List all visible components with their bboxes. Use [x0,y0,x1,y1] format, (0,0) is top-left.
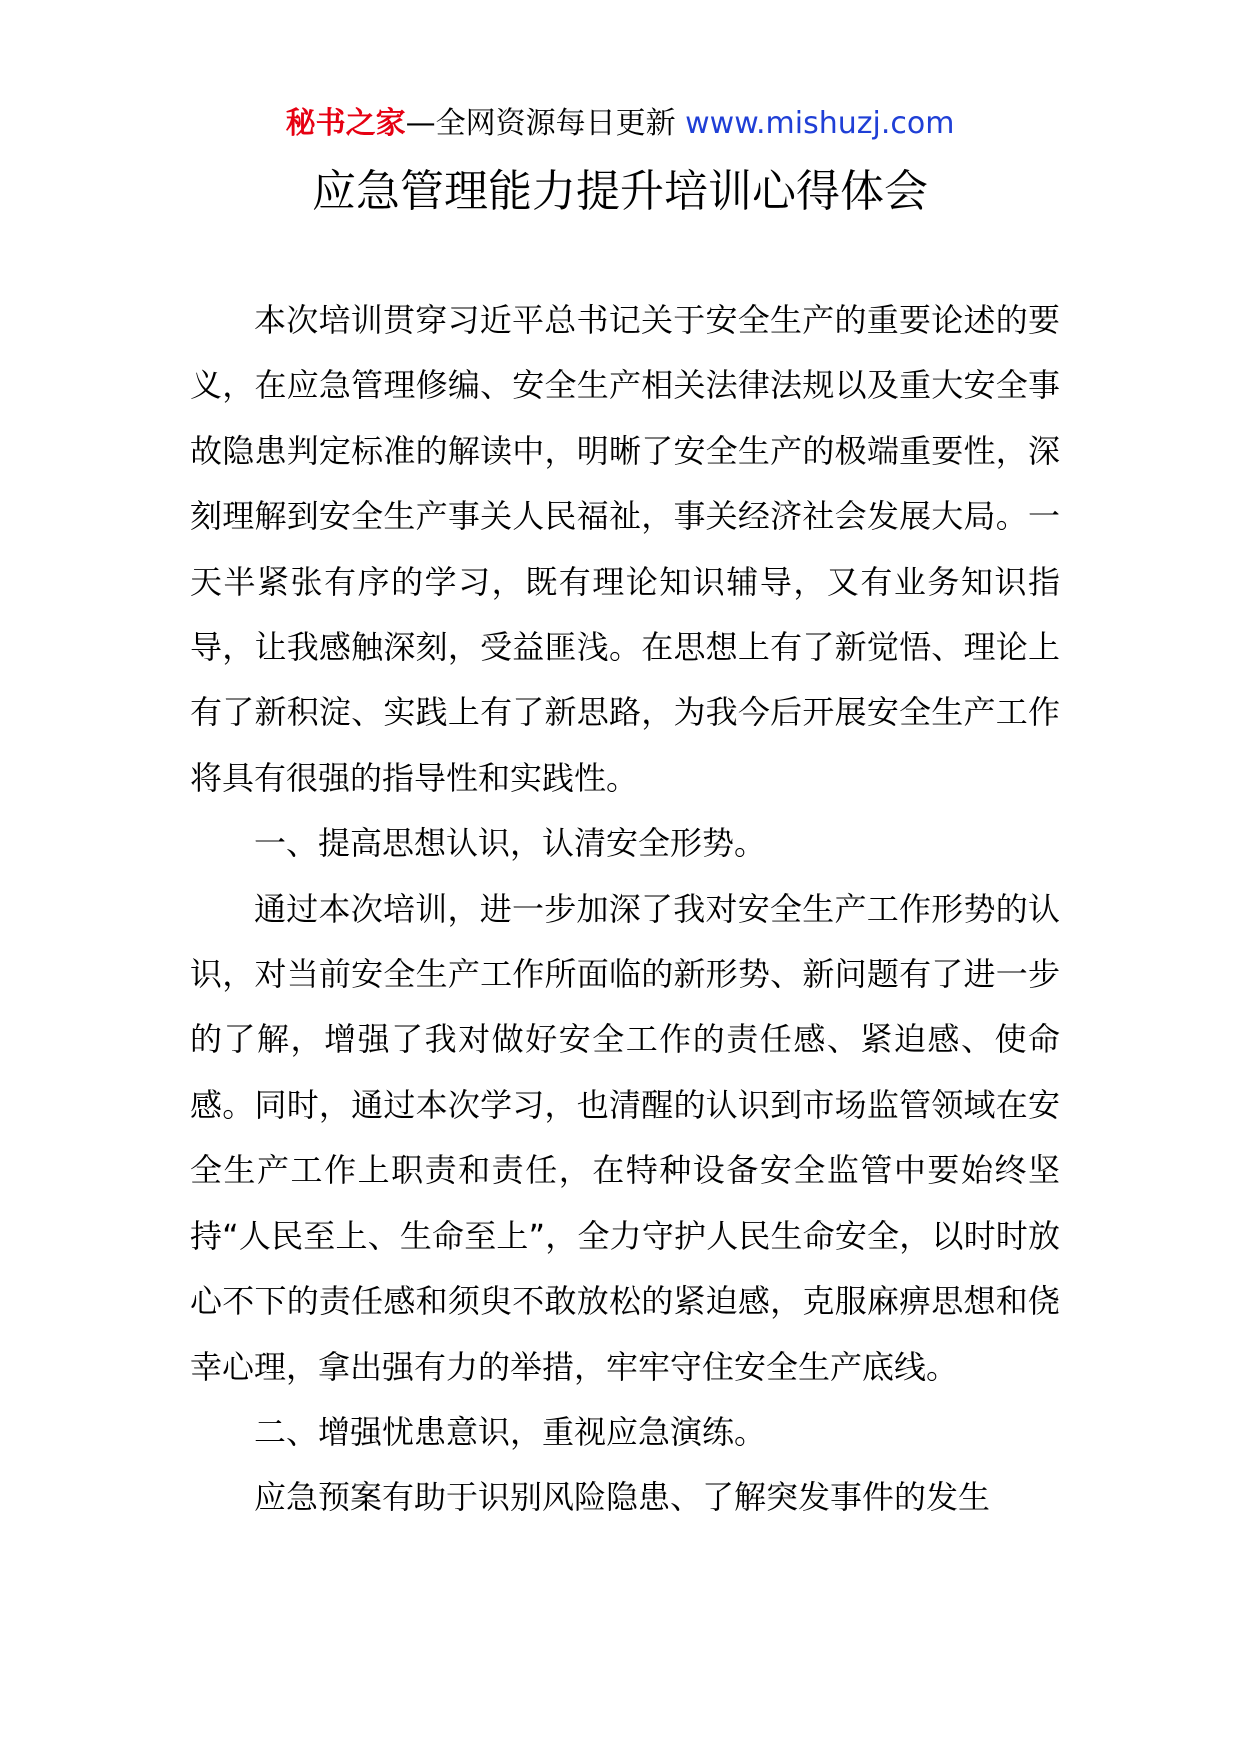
brand-name: 秘书之家 [285,106,406,141]
document-body [190,288,1060,1531]
site-url-link[interactable]: www.mishuzj.com [685,106,955,141]
section-heading-2: 二、增强忧患意识，重视应急演练。 [254,1412,767,1451]
document-title: 应急管理能力提升培训心得体会 [312,166,928,217]
paragraph-intro: 本次培训贯穿习近平总书记关于安全生产的重要论述的要义，在应急管理修编、安全生产相关法律法规以及重大安全事故隐患判定标准的解读中，明晰了安全生产的极端重要性，深刻理解到安全生产事关人民福祉，事关经济社会发展大局。一天半紧张有序的学习，既有理论知识辅导，又有业务知识指导，让我感触深刻，受益匪浅。在思想上有了新觉悟、理论上有了新积淀、实践上有了新思路，为我今后开展安全生产工作将具有很强的指导性和实践性。 [190,301,1060,797]
site-header [0,102,1240,146]
paragraph-section-2: 应急预案有助于识别风险隐患、了解突发事件的发生 [254,1478,991,1517]
header-slogan: —全网资源每日更新 [405,106,686,141]
section-heading-1: 一、提高思想认识，认清安全形势。 [254,824,767,863]
paragraph-section-1: 通过本次培训，进一步加深了我对安全生产工作形势的认识，对当前安全生产工作所面临的新形势、新问题有了进一步的了解，增强了我对做好安全工作的责任感、紧迫感、使命感。同时，通过本次学习，也清醒的认识到市场监管领域在安全生产工作上职责和责任，在特种设备安全监管中要始终坚持“人民至上、生命至上”，全力守护人民生命安全，以时时放心不下的责任感和须臾不敢放松的紧迫感，克服麻痹思想和侥幸心理，拿出强有力的举措，牢牢守住安全生产底线。 [190,889,1060,1386]
